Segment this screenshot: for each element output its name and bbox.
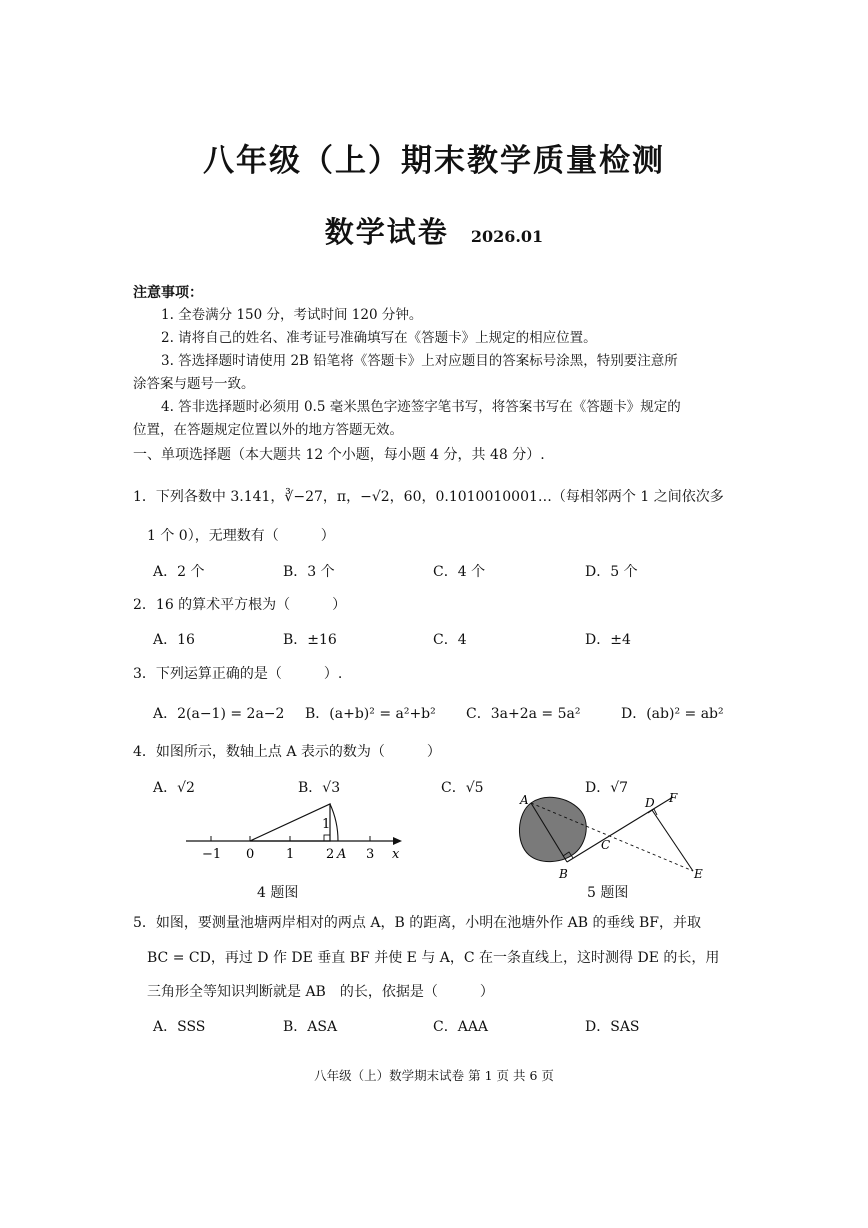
subtitle-row bbox=[0, 210, 868, 251]
point-label: F bbox=[669, 791, 678, 805]
notice-item: 3. 答选择题时请使用 2B 铅笔将《答题卡》上对应题目的答案标号涂黑，特别要注意所 bbox=[161, 353, 678, 369]
tick-label: −1 bbox=[202, 847, 222, 862]
pond-shape bbox=[519, 797, 586, 861]
q4-number-line-figure bbox=[180, 795, 410, 870]
point-label: B bbox=[559, 867, 568, 881]
q5-stem-line1: 5．如图，要测量池塘两岸相对的两点 A，B 的距离，小明在池塘外作 AB 的垂线 BF，并取 bbox=[133, 915, 701, 931]
notice-item: 位置，在答题规定位置以外的地方答题无效。 bbox=[133, 422, 403, 438]
exam-date: 2026.01 bbox=[470, 227, 544, 246]
q5-pond-figure bbox=[505, 785, 720, 885]
q4-option-a: A．√2 bbox=[153, 780, 195, 796]
q2-option-c: C．4 bbox=[433, 632, 467, 648]
q3-option-b: B．(a+b)² = a²+b² bbox=[305, 706, 436, 722]
point-label: E bbox=[694, 867, 703, 881]
exam-subject: 数学试卷 bbox=[324, 215, 449, 249]
tick-label: 0 bbox=[246, 847, 255, 862]
q4-stem: 4．如图所示，数轴上点 A 表示的数为（ ） bbox=[133, 744, 441, 760]
q2-stem: 2．16 的算术平方根为（ ） bbox=[133, 597, 347, 613]
point-label: C bbox=[601, 838, 611, 852]
q1-option-b: B．3 个 bbox=[283, 564, 335, 580]
section-heading: 一、单项选择题（本大题共 12 个小题，每小题 4 分，共 48 分）. bbox=[133, 447, 545, 463]
tick-label: 1 bbox=[286, 847, 295, 862]
page-footer: 八年级（上）数学期末试卷 第 1 页 共 6 页 bbox=[314, 1068, 554, 1083]
q5-figure-caption: 5 题图 bbox=[587, 885, 629, 901]
notice-item: 2. 请将自己的姓名、准考证号准确填写在《答题卡》上规定的相应位置。 bbox=[161, 330, 597, 346]
q3-option-a: A．2(a−1) = 2a−2 bbox=[153, 706, 285, 722]
side-length-label: 1 bbox=[322, 817, 331, 832]
q1-option-d: D．5 个 bbox=[585, 564, 638, 580]
q3-option-d: D．(ab)² = ab² bbox=[621, 706, 724, 722]
q5-stem-line3: 三角形全等知识判断就是 AB 的长，依据是（ ） bbox=[147, 984, 494, 1000]
notice-item: 涂答案与题号一致。 bbox=[133, 376, 255, 392]
right-angle-mark bbox=[324, 835, 330, 841]
q3-stem: 3．下列运算正确的是（ ）. bbox=[133, 666, 343, 682]
point-label: D bbox=[645, 796, 655, 810]
tick-label: 2 bbox=[326, 847, 335, 862]
segment-de bbox=[652, 810, 693, 871]
q5-stem-line2: BC = CD，再过 D 作 DE 垂直 BF 并使 E 与 A，C 在一条直线上，这时测得 DE 的长，用 bbox=[147, 950, 720, 966]
q5-option-d: D．SAS bbox=[585, 1019, 640, 1035]
notice-item: 4. 答非选择题时必须用 0.5 毫米黑色字迹签字笔书写，将答案书写在《答题卡》规定的 bbox=[161, 399, 681, 415]
axis-arrow-icon bbox=[393, 837, 402, 845]
q2-option-d: D．±4 bbox=[585, 632, 631, 648]
tick-label: 3 bbox=[366, 847, 375, 862]
point-label: A bbox=[520, 793, 529, 807]
point-a-label: A bbox=[337, 847, 347, 862]
q4-option-c: C．√5 bbox=[441, 780, 484, 796]
q4-option-d: D．√7 bbox=[585, 780, 629, 796]
q5-option-a: A．SSS bbox=[153, 1019, 206, 1035]
notice-heading: 注意事项： bbox=[133, 285, 203, 301]
q2-option-a: A．16 bbox=[153, 632, 195, 648]
q4-option-b: B．√3 bbox=[298, 780, 341, 796]
q1-option-a: A．2 个 bbox=[153, 564, 205, 580]
q1-stem-line2: 1 个 0），无理数有（ ） bbox=[147, 528, 335, 544]
page-title: 八年级（上）期末教学质量检测 bbox=[203, 143, 665, 179]
q4-figure-caption: 4 题图 bbox=[257, 885, 299, 901]
q1-option-c: C．4 个 bbox=[433, 564, 486, 580]
q2-option-b: B．±16 bbox=[283, 632, 337, 648]
q3-option-c: C．3a+2a = 5a² bbox=[466, 706, 581, 722]
right-triangle bbox=[250, 804, 330, 841]
notice-item: 1. 全卷满分 150 分，考试时间 120 分钟。 bbox=[161, 307, 423, 323]
axis-x-label: x bbox=[392, 847, 400, 862]
q1-stem-line1: 1．下列各数中 3.141，∛−27，π，−√2，60，0.1010010001…（每相邻两个 1 之间依次多 bbox=[133, 489, 724, 505]
compass-arc bbox=[330, 804, 338, 841]
q5-option-b: B．ASA bbox=[283, 1019, 338, 1035]
q5-option-c: C．AAA bbox=[433, 1019, 489, 1035]
